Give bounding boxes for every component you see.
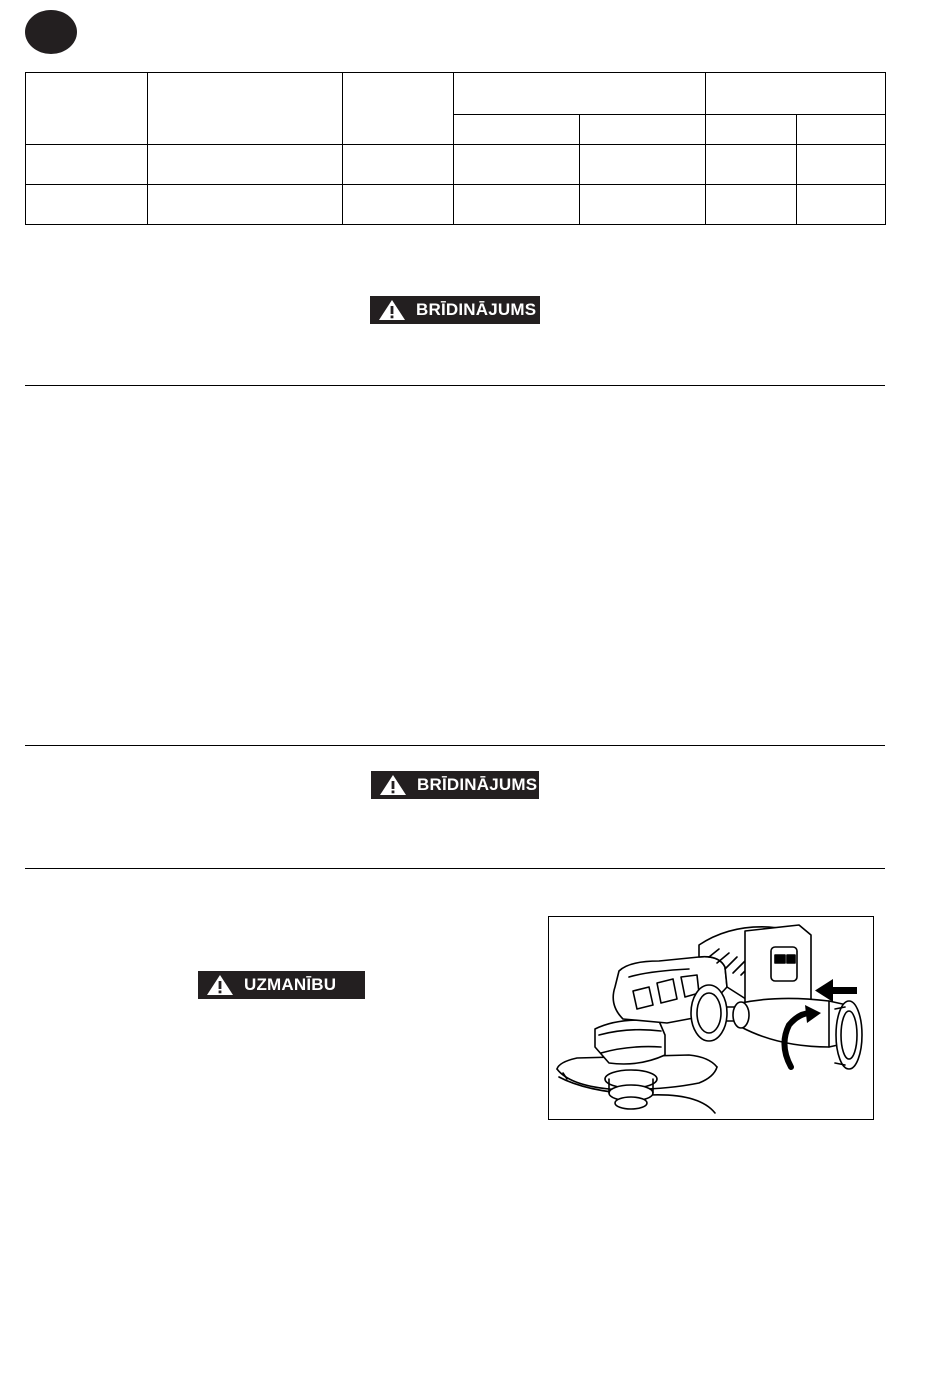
table-cell — [148, 185, 343, 225]
angle-grinder-illustration — [549, 917, 873, 1119]
table-header-row — [26, 73, 886, 115]
table-subheader-cell — [797, 115, 886, 145]
table-cell — [706, 185, 797, 225]
spec-table — [25, 72, 886, 225]
table-subheader-cell — [706, 115, 797, 145]
warning-triangle-icon — [378, 299, 406, 321]
illustration-frame — [548, 916, 874, 1120]
table-cell — [26, 185, 148, 225]
push-arrow-icon — [815, 979, 857, 1002]
section-divider — [25, 868, 885, 869]
warning-label — [370, 296, 540, 324]
table-subheader-cell — [454, 115, 580, 145]
table-cell — [343, 185, 454, 225]
table-cell — [148, 145, 343, 185]
table-header-cell — [454, 73, 706, 115]
language-badge — [25, 10, 77, 54]
table-header-cell — [343, 73, 454, 145]
caution-label — [198, 971, 365, 999]
table-row — [26, 185, 886, 225]
warning-triangle-icon — [206, 974, 234, 996]
warning-label — [371, 771, 539, 799]
table-header-cell — [148, 73, 343, 145]
table-row — [26, 145, 886, 185]
table-cell — [797, 185, 886, 225]
section-divider — [25, 385, 885, 386]
table-cell — [580, 185, 706, 225]
warning-label-text: BRĪDINĀJUMS — [417, 775, 538, 794]
table-cell — [797, 145, 886, 185]
table-subheader-cell — [580, 115, 706, 145]
table-header-cell — [26, 73, 148, 145]
table-cell — [343, 145, 454, 185]
table-cell — [26, 145, 148, 185]
table-cell — [706, 145, 797, 185]
table-header-cell — [706, 73, 886, 115]
section-divider — [25, 745, 885, 746]
table-cell — [454, 145, 580, 185]
table-cell — [454, 185, 580, 225]
warning-label-text: BRĪDINĀJUMS — [416, 300, 537, 319]
table-cell — [580, 145, 706, 185]
warning-triangle-icon — [379, 774, 407, 796]
caution-label-text: UZMANĪBU — [244, 975, 337, 994]
